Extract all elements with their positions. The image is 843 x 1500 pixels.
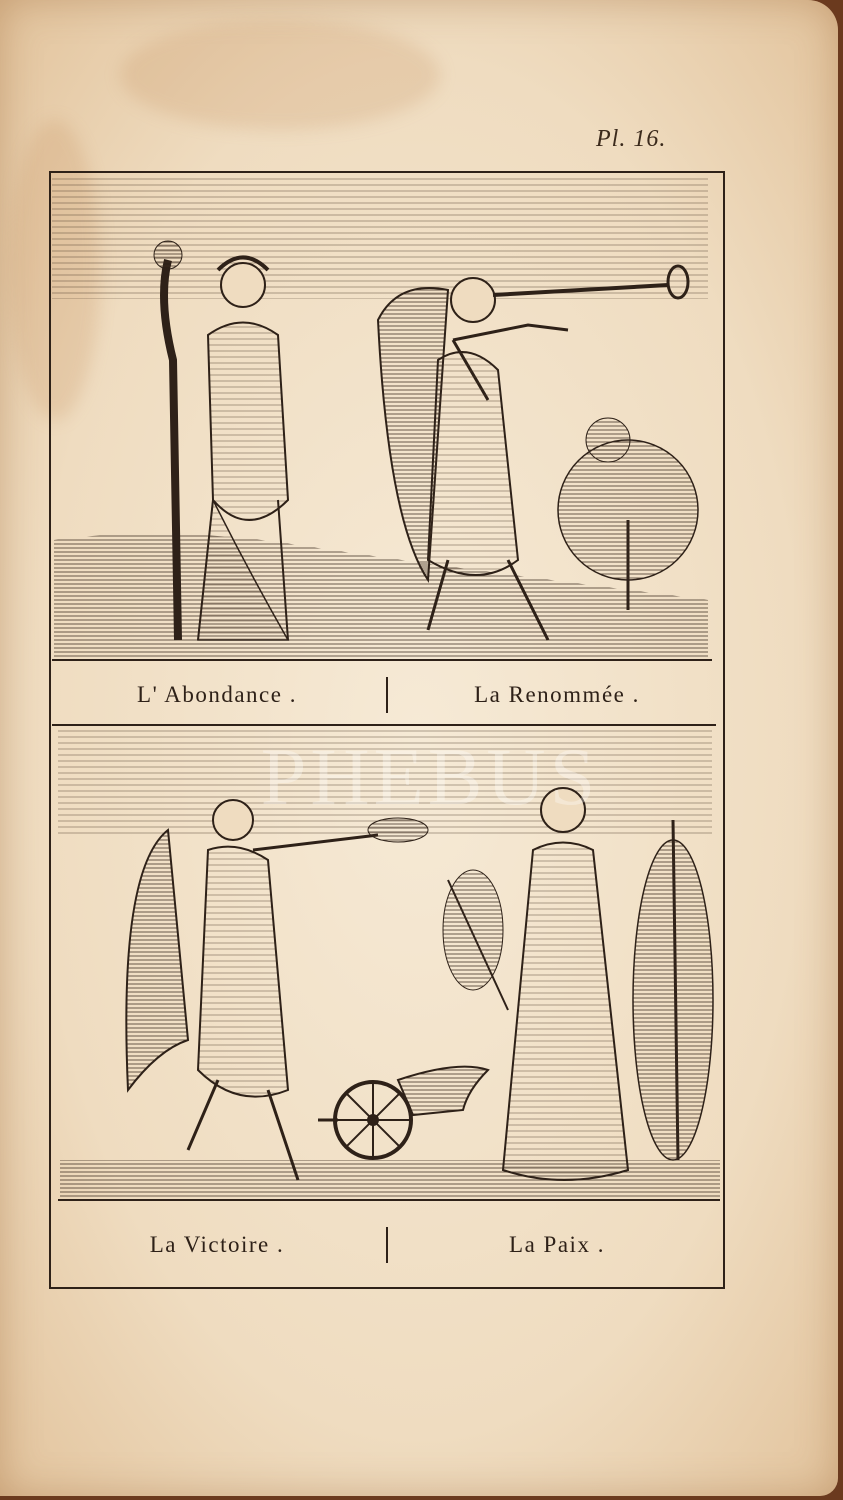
caption-peace: La Paix . [509,1232,605,1257]
watermark: PHEBUS [260,731,600,822]
laurel-tree [628,800,718,1170]
peace-figure [428,780,648,1190]
bottom-caption-row [48,1215,726,1275]
abundance-figure [138,240,308,660]
page-stain [120,20,440,130]
top-caption-row [48,665,726,725]
plate-number: Pl. 16. [596,126,667,152]
caption-fame: La Renommée . [474,682,640,707]
caption-victory: La Victoire . [149,1232,285,1257]
shrub [548,400,708,620]
caption-abundance: L' Abondance . [137,682,297,707]
